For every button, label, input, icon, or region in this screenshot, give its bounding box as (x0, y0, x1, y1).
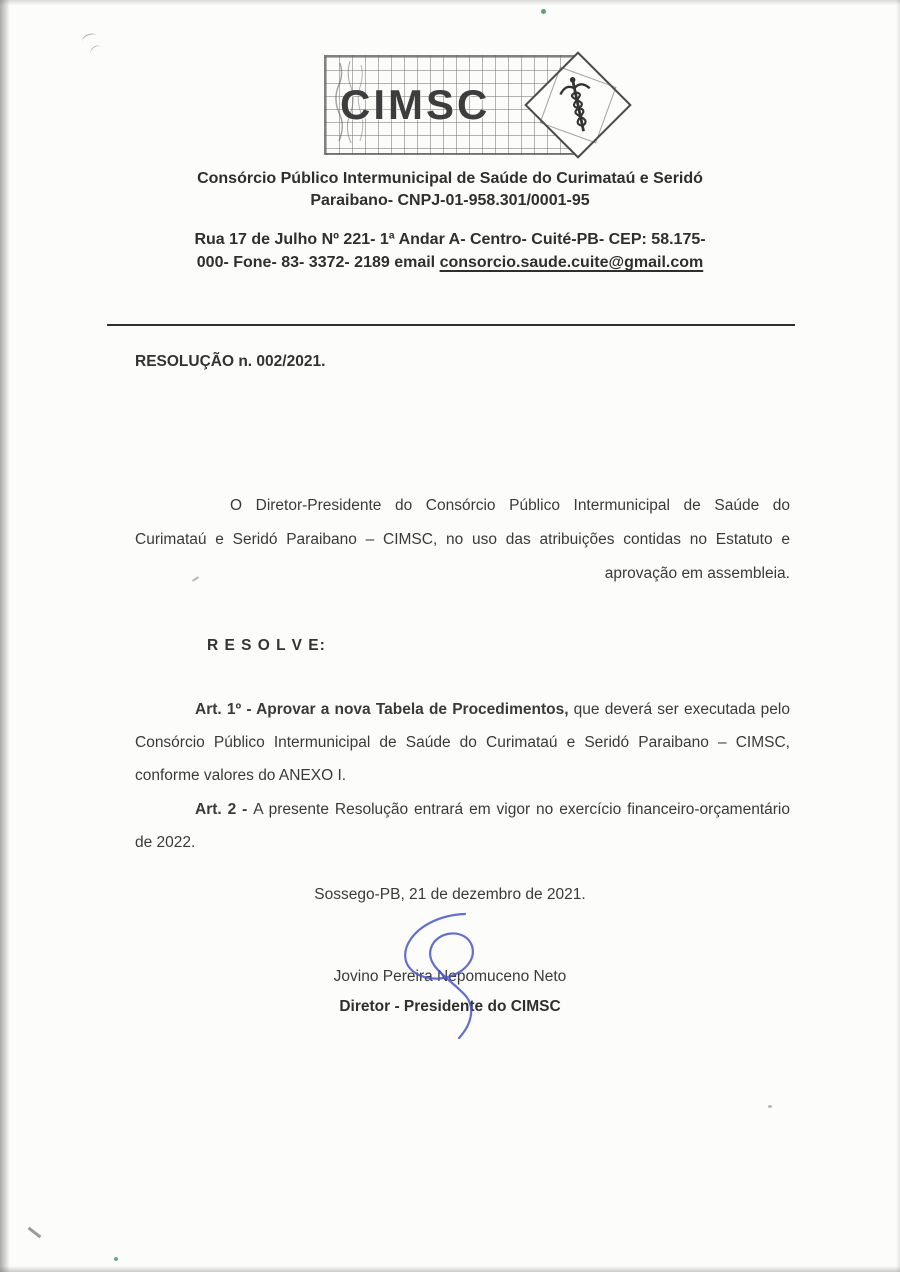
dateline: Sossego-PB, 21 de dezembro de 2021. (314, 886, 586, 904)
scan-edge-shadow (0, 0, 10, 1272)
article-1 (135, 693, 790, 793)
org-name (0, 168, 900, 211)
logo-wordmark: CIMSC (340, 81, 491, 128)
scan-artifact (114, 1257, 118, 1261)
scan-artifact (541, 9, 546, 14)
scan-edge-shadow (896, 0, 900, 1272)
resolution-title: RESOLUÇÃO n. 002/2021. (135, 352, 326, 370)
article-2-body: A presente Resolução entrará em vigor no exercício financeiro-orçamentário de 2022. (135, 800, 790, 852)
org-name-line2: Paraibano- CNPJ-01-958.301/0001-95 (310, 191, 590, 209)
article-2-lead: Art. 2 - (195, 800, 254, 818)
address-line2-text: 000- Fone- 83- 3372- 2189 email (196, 254, 440, 272)
signature-block (0, 968, 900, 1016)
scan-artifact (89, 43, 104, 57)
scan-edge-shadow (0, 0, 900, 5)
logo-star-badge (534, 61, 622, 149)
article-1-lead: Art. 1º - Aprovar a nova Tabela de Procedimentos, (195, 700, 569, 718)
org-address (0, 228, 900, 274)
signatory-name: Jovino Pereira Nepomuceno Neto (333, 968, 567, 986)
preamble-paragraph: O Diretor-Presidente do Consórcio Público Intermunicipal de Saúde do Curimataú e Seridó Paraibano – CIMSC, no uso das atribuições contidas no Estatuto e aprovação em assembleia. (135, 496, 790, 582)
email-text: consorcio.saude.cuite@gmail.com (439, 254, 704, 272)
scan-artifact (28, 1227, 42, 1239)
article-1-body: que deverá ser executada pelo Consórcio Público Intermunicipal de Saúde do Curimataú e Seridó Paraibano – CIMSC, conforme valores do ANEXO I. (135, 700, 790, 785)
address-line2 (0, 251, 900, 274)
org-name-line1: Consórcio Público Intermunicipal de Saúde do Curimataú e Seridó (197, 170, 703, 187)
scan-artifact (768, 1105, 772, 1108)
article-2 (135, 793, 790, 860)
scan-edge-shadow (0, 1266, 900, 1272)
signatory-role: Diretor - Presidente do CIMSC (339, 998, 561, 1016)
scan-artifact (81, 32, 99, 47)
org-logo (324, 55, 576, 155)
address-line1: Rua 17 de Julho Nº 221- 1ª Andar A- Centro- Cuité-PB- CEP: 58.175- (194, 231, 706, 249)
resolve-heading: R E S O L V E: (207, 636, 326, 654)
header-rule (107, 324, 795, 326)
